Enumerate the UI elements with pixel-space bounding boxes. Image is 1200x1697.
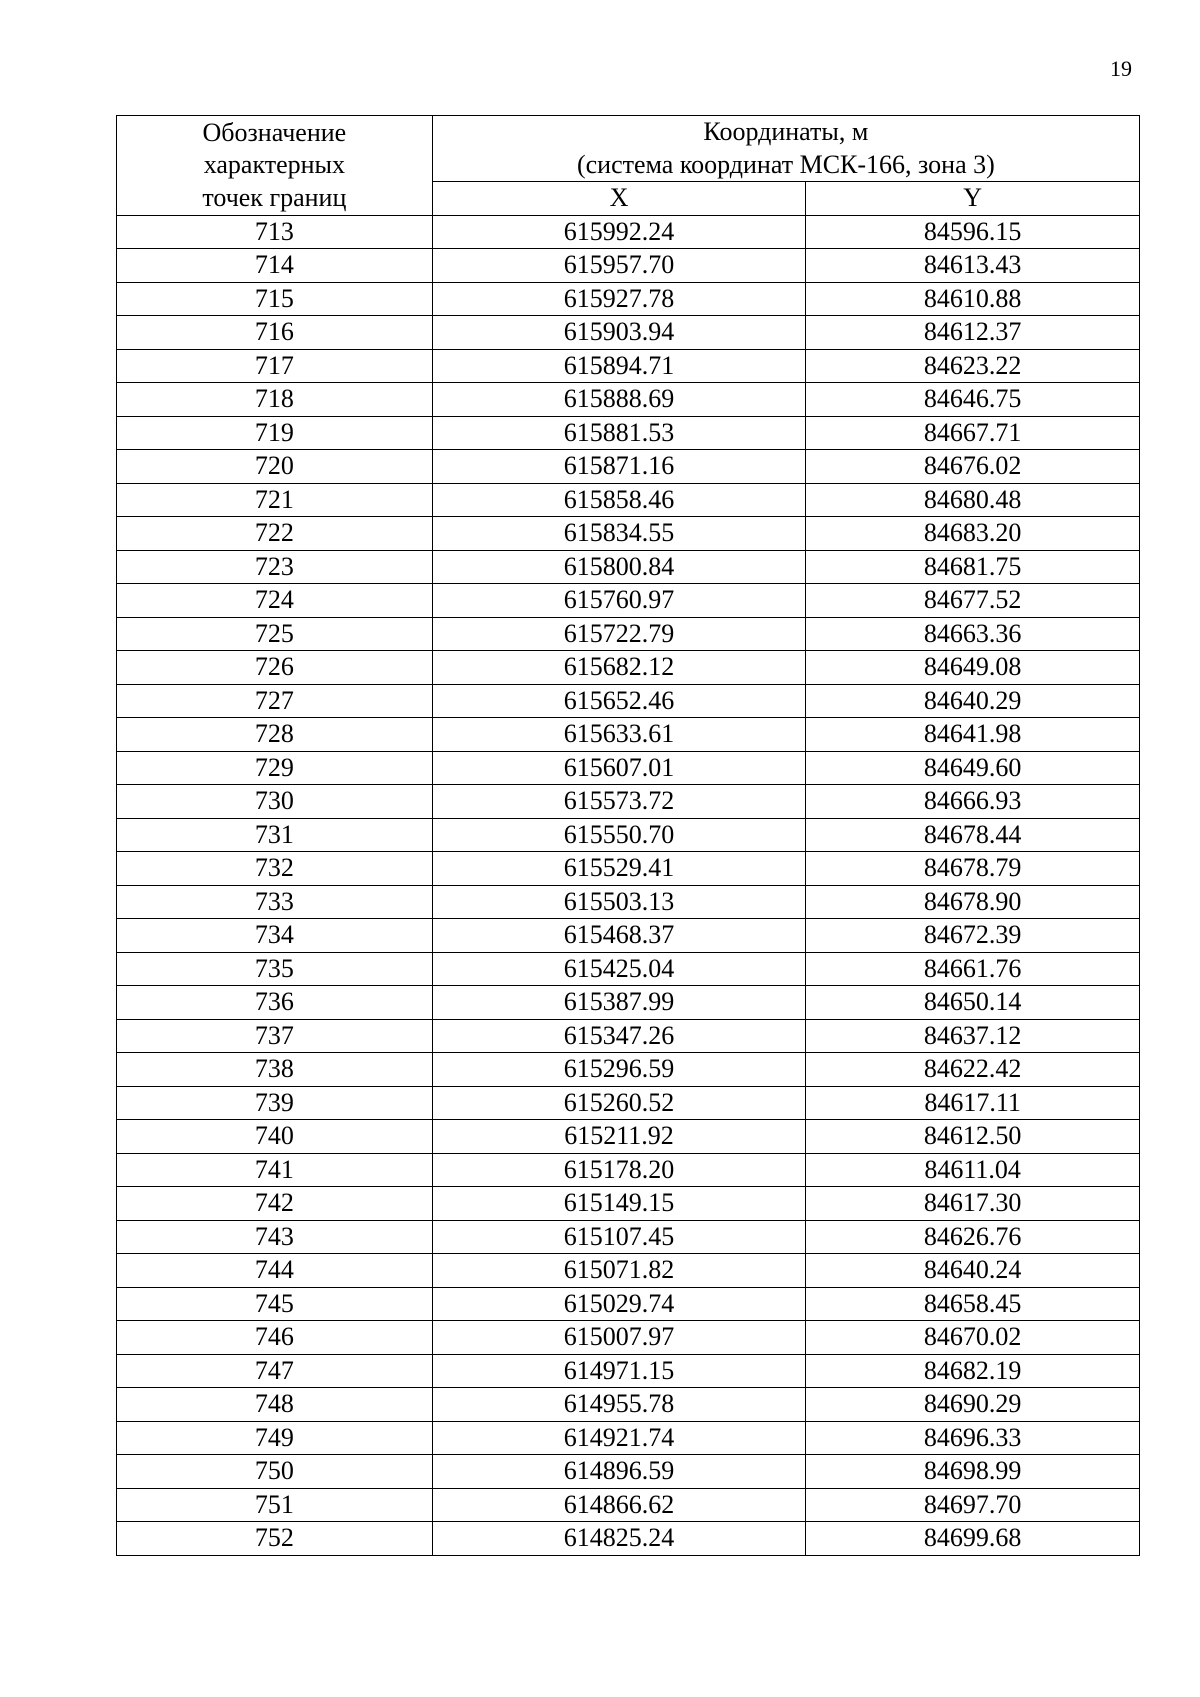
cell-y: 84640.24	[806, 1254, 1140, 1288]
table-row	[117, 1254, 1140, 1288]
cell-y: 84612.37	[806, 316, 1140, 350]
cell-point: 732	[117, 852, 433, 886]
cell-y: 84683.20	[806, 517, 1140, 551]
header-x: X	[432, 182, 806, 216]
cell-y: 84690.29	[806, 1388, 1140, 1422]
cell-point: 714	[117, 249, 433, 283]
cell-y: 84596.15	[806, 215, 1140, 249]
cell-x: 615871.16	[432, 450, 806, 484]
table-row	[117, 450, 1140, 484]
cell-y: 84658.45	[806, 1287, 1140, 1321]
cell-point: 750	[117, 1455, 433, 1489]
cell-point: 744	[117, 1254, 433, 1288]
table-row	[117, 919, 1140, 953]
cell-y: 84678.79	[806, 852, 1140, 886]
cell-y: 84610.88	[806, 282, 1140, 316]
table-row	[117, 1053, 1140, 1087]
cell-y: 84680.48	[806, 483, 1140, 517]
cell-y: 84617.11	[806, 1086, 1140, 1120]
cell-point: 741	[117, 1153, 433, 1187]
cell-point: 717	[117, 349, 433, 383]
cell-point: 715	[117, 282, 433, 316]
cell-y: 84649.08	[806, 651, 1140, 685]
cell-x: 615425.04	[432, 952, 806, 986]
cell-x: 615633.61	[432, 718, 806, 752]
cell-x: 615529.41	[432, 852, 806, 886]
cell-x: 615927.78	[432, 282, 806, 316]
cell-x: 615607.01	[432, 751, 806, 785]
table-row	[117, 483, 1140, 517]
cell-x: 615503.13	[432, 885, 806, 919]
cell-y: 84626.76	[806, 1220, 1140, 1254]
cell-y: 84650.14	[806, 986, 1140, 1020]
cell-y: 84666.93	[806, 785, 1140, 819]
cell-x: 615149.15	[432, 1187, 806, 1221]
cell-x: 615550.70	[432, 818, 806, 852]
table-row	[117, 751, 1140, 785]
cell-y: 84678.44	[806, 818, 1140, 852]
cell-point: 721	[117, 483, 433, 517]
coordinates-table	[116, 115, 1140, 1556]
cell-point: 742	[117, 1187, 433, 1221]
cell-point: 722	[117, 517, 433, 551]
cell-x: 615347.26	[432, 1019, 806, 1053]
table-row	[117, 1354, 1140, 1388]
cell-y: 84611.04	[806, 1153, 1140, 1187]
cell-x: 615682.12	[432, 651, 806, 685]
cell-point: 740	[117, 1120, 433, 1154]
table-row	[117, 718, 1140, 752]
cell-y: 84663.36	[806, 617, 1140, 651]
table-row	[117, 517, 1140, 551]
cell-x: 614955.78	[432, 1388, 806, 1422]
table-row	[117, 215, 1140, 249]
header-coordinates-line: (система координат МСК-166, зона 3)	[576, 149, 995, 179]
table-row	[117, 684, 1140, 718]
cell-x: 615858.46	[432, 483, 806, 517]
cell-y: 84698.99	[806, 1455, 1140, 1489]
cell-x: 615029.74	[432, 1287, 806, 1321]
cell-point: 723	[117, 550, 433, 584]
table-row	[117, 1488, 1140, 1522]
cell-y: 84637.12	[806, 1019, 1140, 1053]
cell-x: 615722.79	[432, 617, 806, 651]
cell-x: 615211.92	[432, 1120, 806, 1154]
cell-point: 716	[117, 316, 433, 350]
cell-y: 84676.02	[806, 450, 1140, 484]
table-row	[117, 785, 1140, 819]
table-row	[117, 1086, 1140, 1120]
table-row	[117, 818, 1140, 852]
header-coordinates	[432, 116, 1139, 182]
cell-x: 615760.97	[432, 584, 806, 618]
cell-y: 84672.39	[806, 919, 1140, 953]
cell-x: 615957.70	[432, 249, 806, 283]
cell-x: 615387.99	[432, 986, 806, 1020]
header-designation-line: Обозначение	[202, 117, 347, 147]
cell-y: 84646.75	[806, 383, 1140, 417]
header-designation-line: точек границ	[202, 182, 347, 212]
table-body	[117, 215, 1140, 1555]
cell-x: 615573.72	[432, 785, 806, 819]
table-row	[117, 1187, 1140, 1221]
table-row	[117, 1019, 1140, 1053]
table-row	[117, 617, 1140, 651]
cell-point: 747	[117, 1354, 433, 1388]
cell-x: 615881.53	[432, 416, 806, 450]
cell-y: 84617.30	[806, 1187, 1140, 1221]
cell-x: 615903.94	[432, 316, 806, 350]
cell-x: 615007.97	[432, 1321, 806, 1355]
cell-point: 739	[117, 1086, 433, 1120]
cell-point: 734	[117, 919, 433, 953]
cell-point: 746	[117, 1321, 433, 1355]
cell-x: 615992.24	[432, 215, 806, 249]
table-row	[117, 1388, 1140, 1422]
cell-point: 733	[117, 885, 433, 919]
cell-point: 718	[117, 383, 433, 417]
table-row	[117, 349, 1140, 383]
cell-y: 84682.19	[806, 1354, 1140, 1388]
table-row	[117, 1455, 1140, 1489]
cell-y: 84661.76	[806, 952, 1140, 986]
table-row	[117, 1287, 1140, 1321]
table-row	[117, 952, 1140, 986]
table-row	[117, 1321, 1140, 1355]
cell-x: 615894.71	[432, 349, 806, 383]
cell-x: 615178.20	[432, 1153, 806, 1187]
cell-x: 615296.59	[432, 1053, 806, 1087]
cell-point: 752	[117, 1522, 433, 1556]
table-row	[117, 316, 1140, 350]
cell-point: 730	[117, 785, 433, 819]
page-number: 19	[1110, 56, 1132, 81]
table-row	[117, 584, 1140, 618]
cell-x: 615888.69	[432, 383, 806, 417]
cell-point: 731	[117, 818, 433, 852]
cell-y: 84622.42	[806, 1053, 1140, 1087]
header-y: Y	[806, 182, 1140, 216]
table-row	[117, 986, 1140, 1020]
cell-y: 84641.98	[806, 718, 1140, 752]
cell-x: 614971.15	[432, 1354, 806, 1388]
table-row	[117, 383, 1140, 417]
cell-point: 749	[117, 1421, 433, 1455]
table-row	[117, 1522, 1140, 1556]
table-row	[117, 550, 1140, 584]
cell-y: 84677.52	[806, 584, 1140, 618]
table-row	[117, 416, 1140, 450]
cell-y: 84670.02	[806, 1321, 1140, 1355]
cell-x: 615071.82	[432, 1254, 806, 1288]
cell-point: 729	[117, 751, 433, 785]
table-row	[117, 651, 1140, 685]
cell-x: 614866.62	[432, 1488, 806, 1522]
cell-x: 615468.37	[432, 919, 806, 953]
cell-x: 615107.45	[432, 1220, 806, 1254]
cell-y: 84681.75	[806, 550, 1140, 584]
cell-x: 614896.59	[432, 1455, 806, 1489]
cell-y: 84640.29	[806, 684, 1140, 718]
cell-point: 719	[117, 416, 433, 450]
cell-point: 727	[117, 684, 433, 718]
cell-point: 737	[117, 1019, 433, 1053]
header-designation-line: характерных	[203, 150, 346, 179]
cell-y: 84612.50	[806, 1120, 1140, 1154]
cell-y: 84696.33	[806, 1421, 1140, 1455]
cell-point: 728	[117, 718, 433, 752]
cell-point: 745	[117, 1287, 433, 1321]
cell-point: 736	[117, 986, 433, 1020]
cell-y: 84649.60	[806, 751, 1140, 785]
cell-x: 615260.52	[432, 1086, 806, 1120]
header-designation	[117, 116, 433, 216]
table-row	[117, 249, 1140, 283]
cell-x: 615652.46	[432, 684, 806, 718]
table-row	[117, 1153, 1140, 1187]
table-row	[117, 282, 1140, 316]
cell-point: 738	[117, 1053, 433, 1087]
table-row	[117, 1421, 1140, 1455]
cell-point: 735	[117, 952, 433, 986]
header-coordinates-line: Координаты, м	[703, 117, 869, 146]
cell-point: 724	[117, 584, 433, 618]
cell-point: 720	[117, 450, 433, 484]
cell-x: 614921.74	[432, 1421, 806, 1455]
table-row	[117, 885, 1140, 919]
cell-y: 84697.70	[806, 1488, 1140, 1522]
cell-point: 743	[117, 1220, 433, 1254]
cell-point: 713	[117, 215, 433, 249]
cell-y: 84667.71	[806, 416, 1140, 450]
table-row	[117, 852, 1140, 886]
cell-y: 84623.22	[806, 349, 1140, 383]
cell-y: 84699.68	[806, 1522, 1140, 1556]
cell-point: 748	[117, 1388, 433, 1422]
cell-y: 84613.43	[806, 249, 1140, 283]
cell-point: 726	[117, 651, 433, 685]
table-row	[117, 1220, 1140, 1254]
cell-x: 614825.24	[432, 1522, 806, 1556]
cell-x: 615800.84	[432, 550, 806, 584]
cell-x: 615834.55	[432, 517, 806, 551]
table-row	[117, 1120, 1140, 1154]
table-header	[117, 116, 1140, 216]
cell-y: 84678.90	[806, 885, 1140, 919]
cell-point: 725	[117, 617, 433, 651]
cell-point: 751	[117, 1488, 433, 1522]
